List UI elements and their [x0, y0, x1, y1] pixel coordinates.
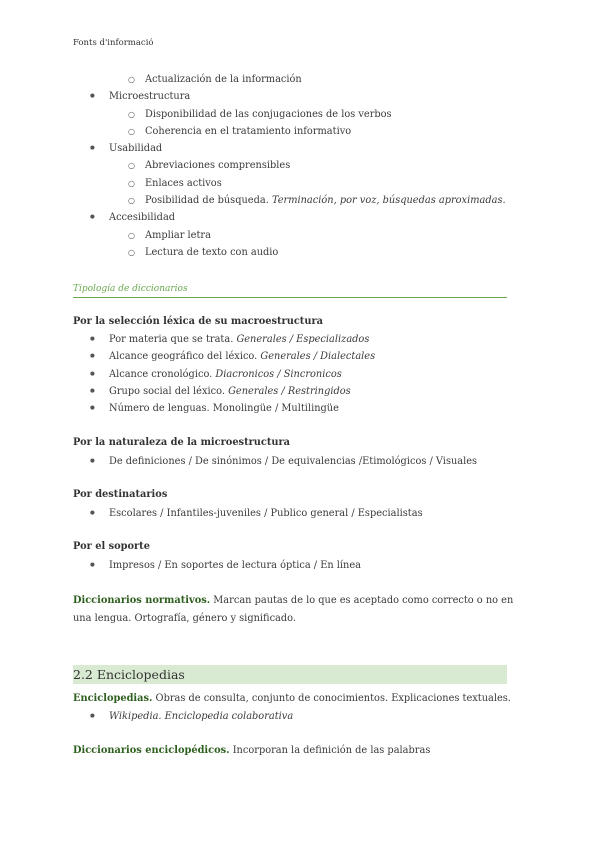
macro-heading: Por la selección léxica de su macroestructura — [73, 316, 323, 327]
list-item-microestructura: ● Microestructura — [73, 88, 513, 105]
support-list — [73, 557, 513, 574]
list-item: ● De definiciones / De sinónimos / De equivalencias /Etimológicos / Visuales — [73, 453, 513, 470]
list-item: ○ Abreviaciones comprensibles — [73, 157, 513, 174]
normative-paragraph — [73, 592, 518, 628]
list-item — [73, 331, 513, 348]
audience-heading: Por destinatarios — [73, 489, 168, 500]
list-item — [73, 366, 513, 383]
micro-list — [73, 453, 513, 470]
item-text: Por materia que se trata. — [109, 334, 237, 345]
list-item-search — [73, 192, 513, 209]
list-item: ○ Lectura de texto con audio — [73, 244, 513, 261]
list-item: ○ Enlaces activos — [73, 175, 513, 192]
encyclopedias-example-list — [73, 708, 513, 725]
normative-term: Diccionarios normativos. — [73, 595, 211, 606]
audience-list — [73, 505, 513, 522]
list-item: ○ Actualización de la información — [73, 71, 513, 88]
item-text: Número de lenguas. Monolingüe / Multilingüe — [109, 403, 339, 415]
list-item: ○ Coherencia en el tratamiento informativo — [73, 123, 513, 140]
list-item: ● Escolares / Infantiles-juveniles / Publico general / Especialistas — [73, 505, 513, 522]
item-text: Alcance cronológico. — [109, 368, 216, 380]
list-item — [73, 383, 513, 400]
list-item-usabilidad: ● Usabilidad — [73, 140, 513, 157]
item-italic: Generales / Dialectales — [260, 351, 376, 363]
macro-list — [73, 331, 513, 417]
support-heading: Por el soporte — [73, 541, 150, 552]
encyclopedic-text: Incorporan la definición de las palabras — [229, 745, 431, 756]
encyclopedic-term: Diccionarios enciclopédicos. — [73, 745, 230, 756]
running-header: Fonts d'informació — [73, 38, 154, 48]
item-text: Alcance geográfico del léxico. — [109, 351, 261, 363]
list-item: ○ Disponibilidad de las conjugaciones de los verbos — [73, 106, 513, 123]
example-italic: Wikipedia. Enciclopedia colaborativa — [109, 711, 294, 722]
item-text: Grupo social del léxico. — [109, 385, 229, 397]
typology-section-link[interactable]: Tipología de diccionarios — [73, 282, 507, 298]
encyclopedias-text: Obras de consulta, conjunto de conocimientos. Explicaciones textuales. — [152, 693, 511, 704]
encyclopedias-definition — [73, 690, 518, 708]
item-italic: Terminación, por voz, búsquedas aproximadas. — [271, 195, 506, 207]
list-item — [73, 348, 513, 365]
encyclopedic-dictionaries-paragraph — [73, 742, 518, 760]
micro-heading: Por la naturaleza de la microestructura — [73, 437, 290, 448]
item-text: Posibilidad de búsqueda. — [145, 195, 272, 207]
encyclopedias-term: Enciclopedias. — [73, 693, 153, 704]
list-item — [73, 400, 513, 417]
list-item-accesibilidad: ● Accesibilidad — [73, 209, 513, 226]
normative-text: Marcan pautas de lo que es aceptado como correcto o no en una lengua. Ortografía, género y significado. — [73, 595, 514, 624]
item-italic: Generales / Especializados — [236, 334, 370, 345]
list-item — [73, 708, 513, 725]
criteria-list — [73, 71, 513, 261]
list-item: ● Impresos / En soportes de lectura óptica / En línea — [73, 557, 513, 574]
encyclopedias-heading: 2.2 Enciclopedias — [73, 667, 185, 682]
list-item: ○ Ampliar letra — [73, 227, 513, 244]
item-italic: Diacronicos / Sincronicos — [215, 368, 342, 380]
item-italic: Generales / Restringidos — [228, 385, 351, 397]
